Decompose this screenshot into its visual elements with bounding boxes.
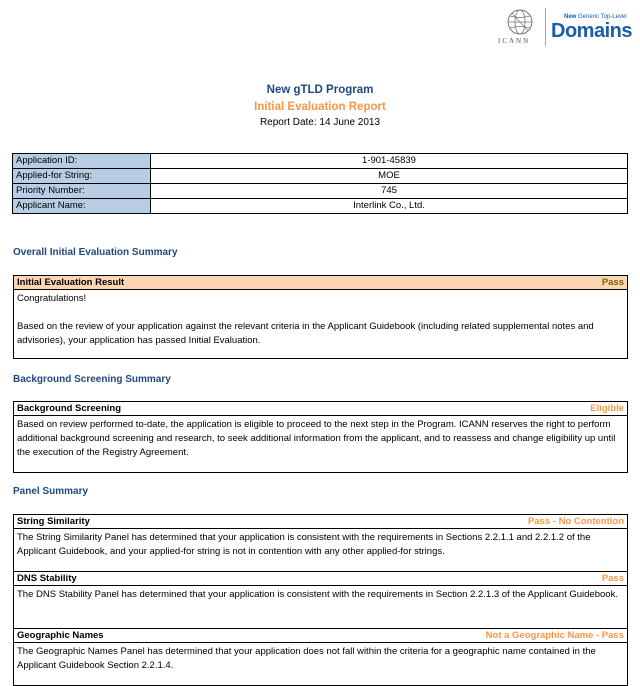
string-similarity-header — [14, 515, 627, 529]
background-text: Based on review performed to-date, the application is eligible to proceed to the next step in the Program. ICANN reserves the right to perform additional background screening and research, to seek additional information from the applicant, and to reassess and change eligibility up until the execution of the Registry Agreement. — [17, 419, 616, 458]
overall-result-heading: Initial Evaluation Result — [17, 277, 125, 288]
table-row — [13, 184, 628, 199]
report-date: Report Date: 14 June 2013 — [259, 117, 381, 128]
background-section-title: Background Screening Summary — [13, 374, 171, 385]
overall-result-header — [14, 276, 627, 290]
info-value: Interlink Co., Ltd. — [151, 199, 628, 214]
dns-stability-body — [14, 586, 627, 628]
string-similarity-status: Pass - No Contention — [527, 516, 624, 527]
geographic-names-box — [13, 628, 628, 686]
header-logo — [496, 6, 636, 48]
icann-wordmark: ICANN — [498, 37, 531, 45]
geographic-names-text: The Geographic Names Panel has determined that your application does not fall within the criteria for a geographic name contained in the Applicant Guidebook Section 2.2.1.4. — [17, 646, 596, 671]
background-header — [14, 402, 627, 416]
info-value: 1-901-45839 — [151, 154, 628, 169]
geographic-names-status: Not a Geographic Name - Pass — [485, 630, 624, 641]
geographic-names-body — [14, 643, 627, 685]
table-row — [13, 199, 628, 214]
program-title: New gTLD Program — [266, 84, 374, 96]
info-label: Priority Number: — [13, 184, 151, 199]
panel-section-title: Panel Summary — [13, 486, 89, 497]
info-label: Applicant Name: — [13, 199, 151, 214]
overall-result-body — [14, 290, 627, 358]
background-body — [14, 416, 627, 472]
overall-congrats: Congratulations! — [17, 293, 87, 304]
table-row — [13, 154, 628, 169]
dns-stability-heading: DNS Stability — [17, 573, 77, 584]
overall-result-box — [13, 275, 628, 359]
application-info-table — [12, 153, 628, 214]
info-value: MOE — [151, 169, 628, 184]
logo-divider — [545, 8, 546, 46]
icann-globe-icon — [506, 8, 534, 36]
string-similarity-box — [13, 514, 628, 572]
domains-wordmark: Domains — [551, 20, 632, 42]
logo-tagline: New Generic Top-Level — [564, 14, 627, 20]
report-title: Initial Evaluation Report — [254, 101, 386, 113]
dns-stability-text: The DNS Stability Panel has determined that your application is consistent with the requirements in Section 2.2.1.3 of the Applicant Guidebook. — [17, 589, 618, 600]
string-similarity-heading: String Similarity — [17, 516, 90, 527]
info-value: 745 — [151, 184, 628, 199]
table-row — [13, 169, 628, 184]
string-similarity-text: The String Similarity Panel has determined that your application is consistent with the requirements in Sections 2.2.1.1 and 2.2.1.2 of the Applicant Guidebook, and your applied-for string is not in contention with any other applied-for strings. — [17, 532, 591, 557]
dns-stability-status: Pass — [601, 573, 624, 584]
overall-section-title: Overall Initial Evaluation Summary — [13, 247, 178, 258]
background-status: Eligible — [590, 403, 624, 414]
dns-stability-header — [14, 572, 627, 586]
dns-stability-box — [13, 571, 628, 629]
background-box — [13, 401, 628, 473]
info-label: Applied-for String: — [13, 169, 151, 184]
geographic-names-heading: Geographic Names — [17, 630, 104, 641]
overall-text: Based on the review of your application against the relevant criteria in the Applicant Guidebook (including related supplemental notes and advisories), your application has passed Initial Evaluation. — [17, 321, 594, 346]
string-similarity-body — [14, 529, 627, 571]
info-label: Application ID: — [13, 154, 151, 169]
geographic-names-header — [14, 629, 627, 643]
overall-result-status: Pass — [601, 277, 624, 288]
background-heading: Background Screening — [17, 403, 121, 414]
